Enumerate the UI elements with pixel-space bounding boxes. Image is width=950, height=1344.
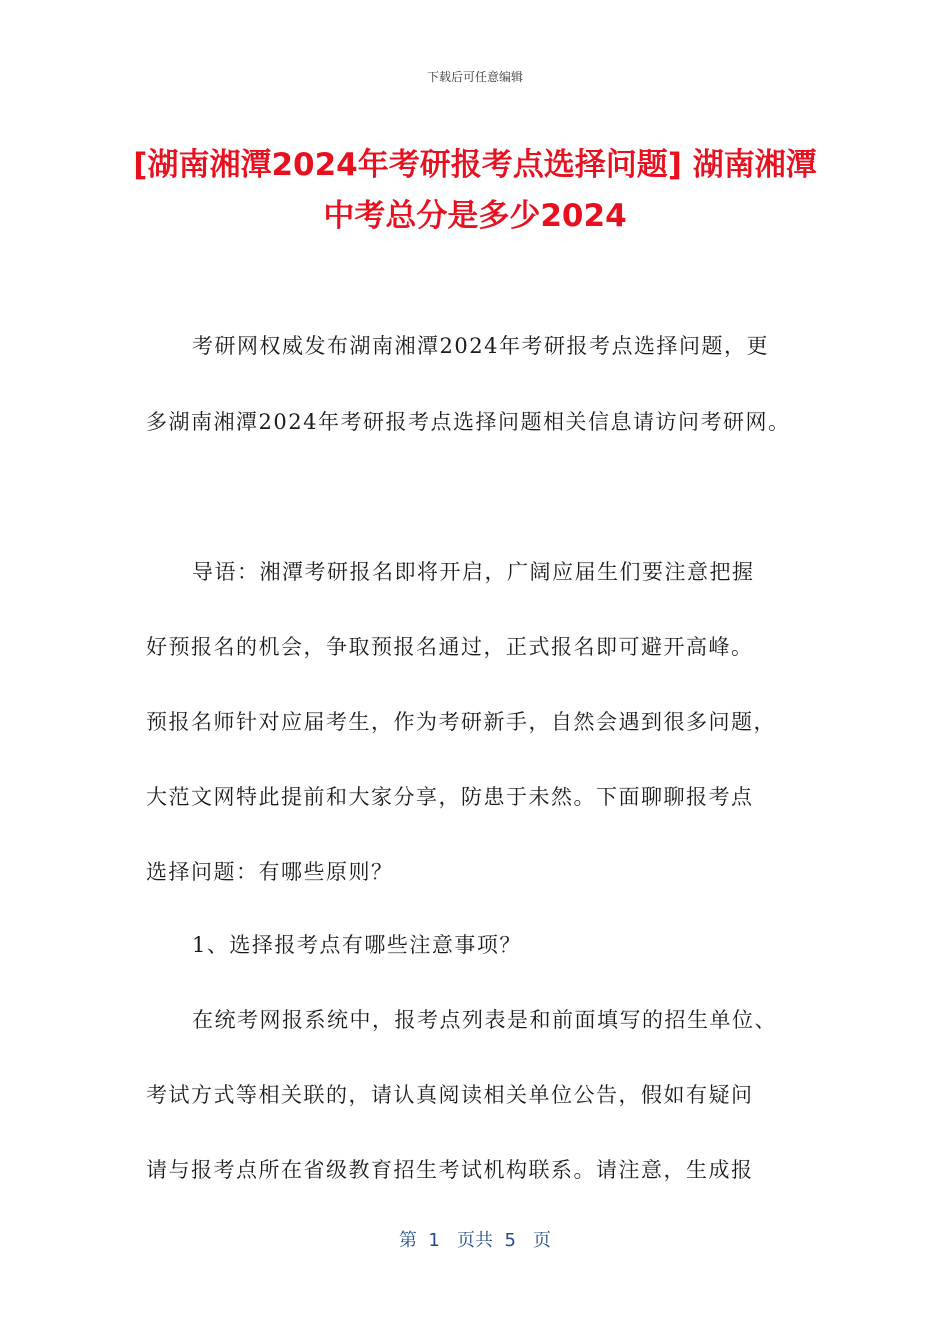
paragraph-line: 好预报名的机会，争取预报名通过，正式报名即可避开高峰。: [146, 635, 754, 659]
page-number-footer: 第 1 页共 5 页: [398, 1230, 552, 1251]
paragraph-line: 多湖南湘潭2024年考研报考点选择问题相关信息请访问考研网。: [146, 410, 791, 434]
paragraph-line: 导语：湘潭考研报名即将开启，广阔应届生们要注意把握: [192, 560, 755, 584]
document-title: [湖南湘潭2024年考研报考点选择问题] 湖南湘潭中考总分是多少2024: [133, 147, 817, 234]
section-heading: 1、选择报考点有哪些注意事项？: [192, 933, 522, 957]
header-note: 下载后可任意编辑: [426, 70, 523, 84]
paragraph-line: 考研网权威发布湖南湘潭2024年考研报考点选择问题，更: [192, 334, 769, 358]
paragraph-line: 预报名师针对应届考生，作为考研新手，自然会遇到很多问题，: [146, 710, 776, 734]
paragraph-line: 大范文网特此提前和大家分享，防患于未然。下面聊聊报考点: [146, 785, 754, 809]
paragraph-line: 请与报考点所在省级教育招生考试机构联系。请注意，生成报: [146, 1158, 754, 1182]
paragraph-line: 在统考网报系统中，报考点列表是和前面填写的招生单位、: [192, 1008, 777, 1032]
paragraph-line: 考试方式等相关联的，请认真阅读相关单位公告，假如有疑问: [146, 1083, 754, 1107]
paragraph-line: 选择问题：有哪些原则？: [146, 860, 394, 884]
